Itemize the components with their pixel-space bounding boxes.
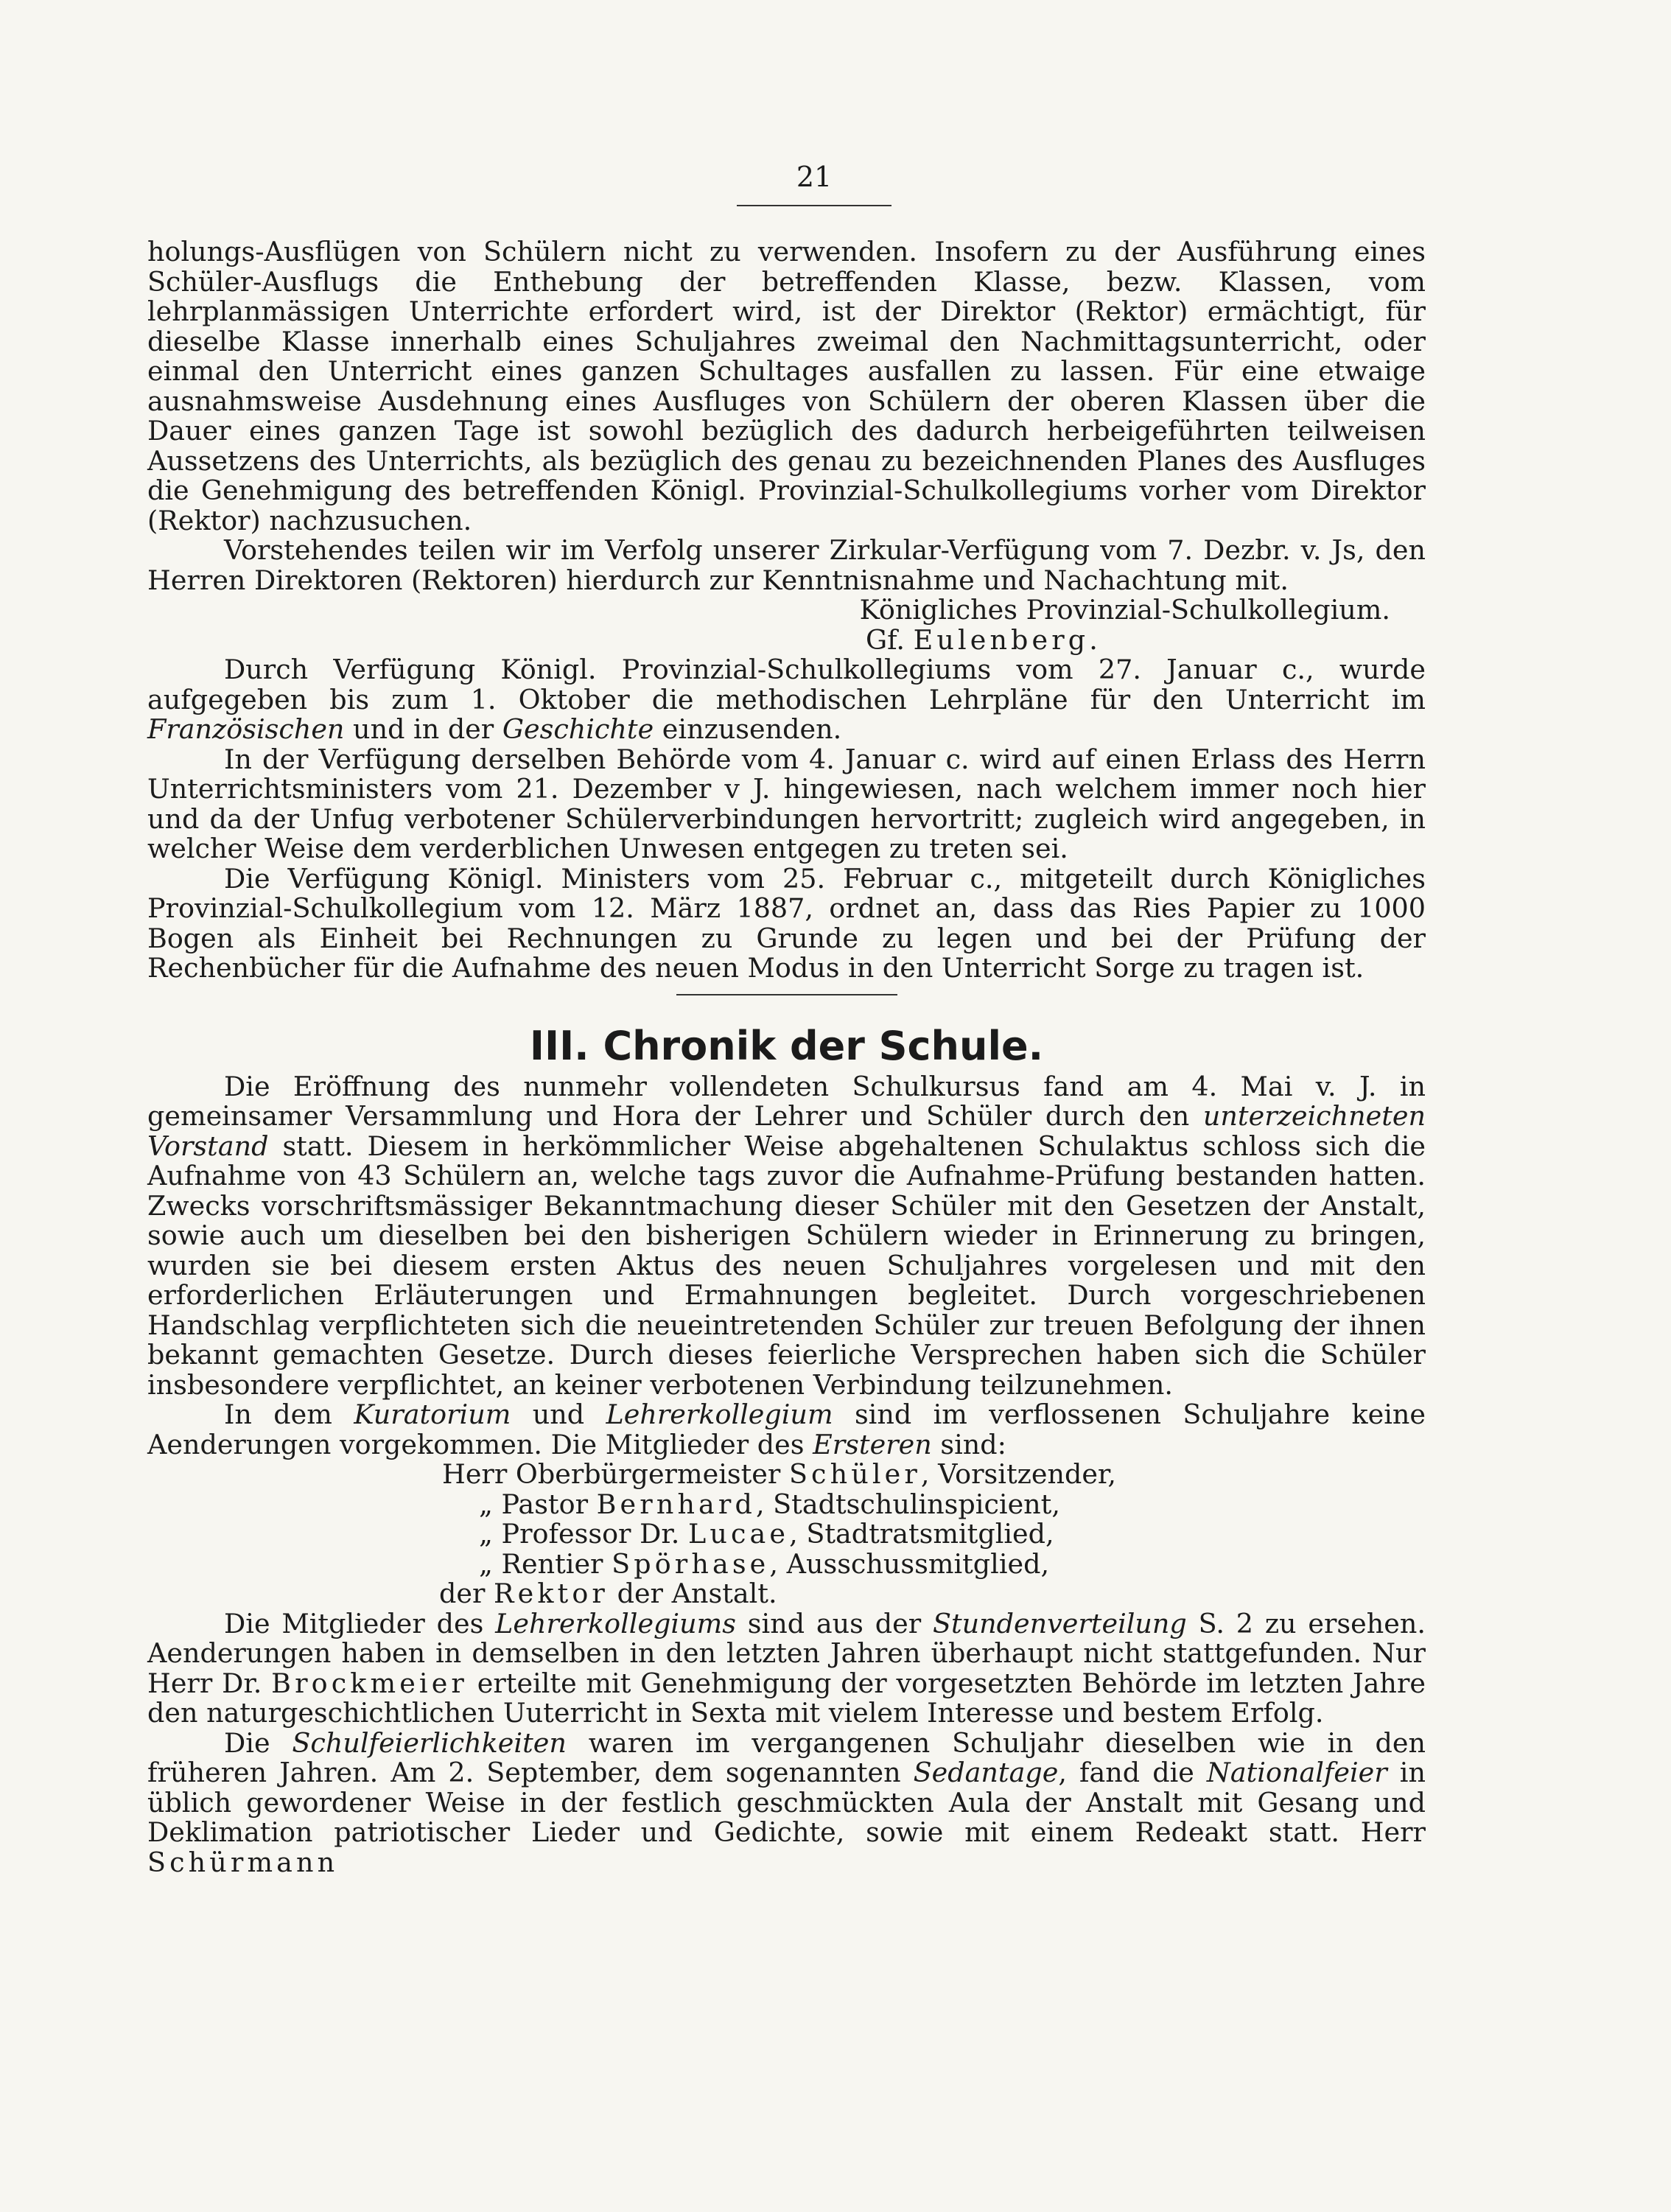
signature-name: Gf. Eulenberg. (866, 623, 1101, 656)
paragraph: Die Mitglieder des Lehrerkollegiums sind aus der Stundenverteilung S. 2 zu ersehen. Aenderungen haben in demselben in den letzten Jahren überhaupt nicht stattgefunden. Nur Herr Dr. Brockmeier erteilte mit Genehmigung der vorgesetzten Behörde im letzten Jahre den naturgeschichtlichen Uuterricht in Sexta mit vielem Interesse und bestem Erfolg. (147, 1607, 1426, 1729)
signature-authority: Königliches Provinzial-Schulkollegium. (859, 594, 1390, 626)
member-line: Herr Oberbürgermeister Schüler, Vorsitzender, (442, 1458, 1116, 1490)
paragraph: Die Eröffnung des nunmehr vollendeten Schulkursus fand am 4. Mai v. J. in gemeinsamer Versammlung und Hora der Lehrer und Schüler durch den unterzeichneten Vorstand statt. Diesem in herkömmlicher Weise abgehaltenen Schulaktus schloss sich die Aufnahme von 43 Schülern an, welche tags zuvor die Aufnahme-Prüfung bestanden hatten. Zwecks vorschriftsmässiger Bekanntmachung dieser Schüler mit den Gesetzen der Anstalt, sowie auch um dieselben bei den bisherigen Schülern wieder in Erinnerung zu bringen, wurden sie bei diesem ersten Aktus des neuen Schuljahres vorgelesen und mit den erforderlichen Erläuterungen und Ermahnungen begleitet. Durch vorgeschriebenen Handschlag verpflichteten sich die neueintretenden Schüler zur treuen Befolgung der ihnen bekannt gemachten Gesetze. Durch dieses feierliche Versprechen haben sich die Schüler insbesondere verpflichtet, an keiner verbotenen Verbindung teilzunehmen. (147, 1070, 1426, 1401)
member-line: „ Professor Dr. Lucae, Stadtratsmitglied, (479, 1518, 1054, 1550)
paragraph: In dem Kuratorium und Lehrerkollegium sind im verflossenen Schuljahre keine Aenderungen vorgekommen. Die Mitglieder des Ersteren sind: (147, 1399, 1426, 1460)
paragraph: Vorstehendes teilen wir im Verfolg unserer Zirkular-Verfügung vom 7. Dezbr. v. Js, den Herren Direktoren (Rektoren) hierdurch zur Kenntnisnahme und Nachachtung mit. (147, 534, 1426, 596)
section-heading: III. Chronik der Schule. (529, 1022, 1044, 1069)
member-line: der Rektor der Anstalt. (439, 1578, 777, 1609)
section-divider (676, 994, 897, 995)
member-line: „ Rentier Spörhase, Ausschussmitglied, (479, 1547, 1050, 1580)
member-line: „ Pastor Bernhard, Stadtschulinspicient, (479, 1488, 1060, 1520)
page-number: 21 (796, 161, 833, 193)
paragraph: Durch Verfügung Königl. Provinzial-Schulkollegiums vom 27. Januar c., wurde aufgegeben bis zum 1. Oktober die methodischen Lehrpläne für den Unterricht im Französischen und in der Geschichte einzusenden. (147, 654, 1426, 745)
paragraph: Die Verfügung Königl. Ministers vom 25. Februar c., mitgeteilt durch Königliches Provinzial-Schulkollegium vom 12. März 1887, ordnet an, dass das Ries Papier zu 1000 Bogen als Einheit bei Rechnungen zu Grunde zu legen und bei der Prüfung der Rechenbücher für die Aufnahme des neuen Modus in den Unterricht Sorge zu tragen ist. (147, 862, 1426, 984)
page-number-rule (737, 205, 891, 206)
paragraph: Die Schulfeierlichkeiten waren im vergangenen Schuljahr dieselben wie in den früheren Jahren. Am 2. September, dem sogenannten Sedantage, fand die Nationalfeier in üblich gewordener Weise in der festlich geschmückten Aula der Anstalt mit Gesang und Deklimation patriotischer Lieder und Gedichte, sowie mit einem Redeakt statt. Herr Schürmann (147, 1726, 1426, 1878)
paragraph: In der Verfügung derselben Behörde vom 4. Januar c. wird auf einen Erlass des Herrn Unterrichtsministers vom 21. Dezember v J. hingewiesen, nach welchem immer noch hier und da der Unfug verbotener Schülerverbindungen hervortritt; zugleich wird angegeben, in welcher Weise dem verderblichen Unwesen entgegen zu treten sei. (147, 743, 1426, 864)
paragraph: holungs-Ausflügen von Schülern nicht zu verwenden. Insofern zu der Ausführung eines Schüler-Ausflugs die Enthebung der betreffenden Klasse, bezw. Klassen, vom lehrplanmässigen Unterrichte erfordert wird, ist der Direktor (Rektor) ermächtigt, für dieselbe Klasse innerhalb eines Schuljahres zweimal den Nachmittagsunterricht, oder einmal den Unterricht eines ganzen Schultages ausfallen zu lassen. Für eine etwaige ausnahmsweise Ausdehnung eines Ausfluges von Schülern der oberen Klassen über die Dauer eines ganzen Tage ist sowohl bezüglich des dadurch herbeigeführten teilweisen Aussetzens des Unterrichts, als bezüglich des genau zu bezeichnenden Planes des Ausfluges die Genehmigung des betreffenden Königl. Provinzial-Schulkollegiums vorher vom Direktor (Rektor) nachzusuchen. (147, 236, 1426, 536)
body-text (147, 237, 1426, 1877)
